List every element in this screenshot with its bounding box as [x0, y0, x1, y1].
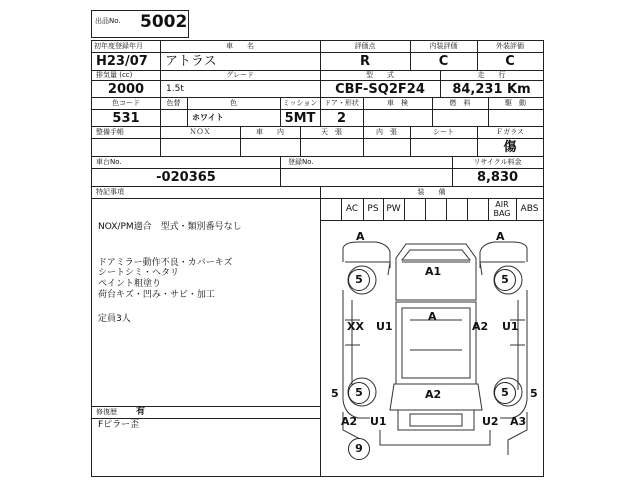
equipment-ps: PS [367, 204, 379, 214]
ceiling-label: 天 張 [321, 128, 342, 136]
repair-history-value: 有 [136, 407, 146, 417]
note-line: 荷台キズ・凹み・サビ・加工 [98, 290, 215, 300]
mark-top-left: A [356, 230, 365, 243]
mark-bottom-left-a2: A2 [341, 415, 358, 428]
mark-left-xx: XX [347, 320, 364, 333]
doors-label: ドア・形状 [324, 99, 359, 107]
displacement-value: 2000 [107, 82, 145, 97]
mileage-label: 走 行 [477, 71, 506, 79]
mark-left-lower-5: 5 [348, 382, 370, 404]
mark-bottom-right-u2: U2 [482, 415, 499, 428]
mark-right-mid-5: 5 [530, 387, 538, 400]
note-line: ドアミラー動作不良・カバーキズ [98, 258, 233, 268]
mark-rear-a2: A2 [425, 388, 442, 401]
score-value: R [359, 54, 370, 69]
mark-bottom-right-a3: A3 [510, 415, 527, 428]
maintenance-book-label: 整備手帳 [96, 128, 124, 136]
first-reg-value: H23/07 [96, 54, 148, 69]
front-glass-value: 傷 [503, 140, 517, 155]
special-notes-label: 特記事項 [96, 188, 124, 196]
mark-right-u1: U1 [502, 320, 519, 333]
nox-label: ＮＯＸ [189, 128, 211, 136]
equipment-ac: AC [345, 204, 359, 214]
color-code-value: 531 [112, 111, 140, 126]
lot-number: 5002 [140, 12, 188, 32]
car-name-label: 車 名 [226, 42, 254, 50]
drive-label: 駆 動 [505, 99, 526, 107]
interior-score-label: 内装評価 [429, 42, 458, 50]
repair-history-label: 修復歴 [96, 408, 117, 416]
mark-left-upper-5: 5 [348, 269, 370, 291]
model-value: CBF-SQ2F24 [335, 82, 425, 97]
fuel-label: 燃 料 [449, 99, 471, 107]
inner-lining-label: 内 張 [376, 128, 397, 136]
car-name-value: アトラス [165, 54, 217, 69]
equipment-label: 装 備 [417, 188, 446, 196]
chassis-label: 車台No. [96, 158, 122, 166]
mark-bed-a: A [428, 310, 437, 323]
transmission-label: ミッション [282, 99, 318, 107]
mark-right-a2: A2 [472, 320, 489, 333]
doors-value: 2 [336, 111, 347, 126]
recycle-label: リサイクル料金 [473, 158, 522, 166]
interior-score-value: C [438, 54, 449, 69]
note-line: ペイント粗塗り [98, 279, 162, 289]
color-label: 色 [230, 99, 237, 107]
grade-label: グレード [226, 71, 254, 79]
mark-left-u1: U1 [376, 320, 393, 333]
color-code-label: 色コード [112, 99, 140, 107]
mileage-value: 84,231 Km [452, 82, 531, 97]
chassis-value: -020365 [156, 170, 216, 185]
equipment-airbag: AIR BAG [493, 200, 511, 218]
color-change-label: 色替 [166, 99, 181, 107]
note-line: 定員3人 [98, 314, 131, 324]
front-glass-label: Ｆガラス [496, 128, 524, 136]
recycle-value: 8,830 [476, 170, 519, 185]
mark-bottom-left-u1: U1 [370, 415, 387, 428]
mark-left-mid-5: 5 [331, 387, 339, 400]
mark-top-right: A [496, 230, 505, 243]
mark-right-lower-5: 5 [494, 382, 516, 404]
score-label: 評価点 [354, 42, 376, 50]
mark-right-upper-5: 5 [494, 269, 516, 291]
model-label: 型 式 [366, 71, 394, 79]
lot-number-label: 出品No. [95, 17, 121, 25]
color-value: ホワイト [192, 113, 224, 122]
transmission-value: 5MT [284, 111, 316, 126]
first-reg-label: 初年度登録年月 [94, 42, 143, 50]
note-line: シートシミ・ヘタリ [98, 268, 180, 278]
grade-value: 1.5t [166, 84, 184, 94]
interior-label: 車 内 [256, 128, 284, 136]
equipment-abs: ABS [520, 204, 539, 214]
exterior-score-value: C [505, 54, 515, 69]
repair-note: Fピラー歪 [98, 420, 140, 430]
registration-label: 登録No. [288, 158, 314, 166]
exterior-score-label: 外装評価 [496, 42, 524, 50]
equipment-pw: PW [386, 204, 401, 214]
displacement-label: 排気量 (cc) [96, 71, 133, 79]
note-line: NOX/PM適合 型式・類別番号なし [98, 222, 242, 232]
inspection-label: 車 検 [387, 99, 408, 107]
mark-bottom-9: 9 [348, 438, 370, 460]
mark-cab-a1: A1 [425, 265, 442, 278]
seat-label: シート [433, 128, 454, 136]
